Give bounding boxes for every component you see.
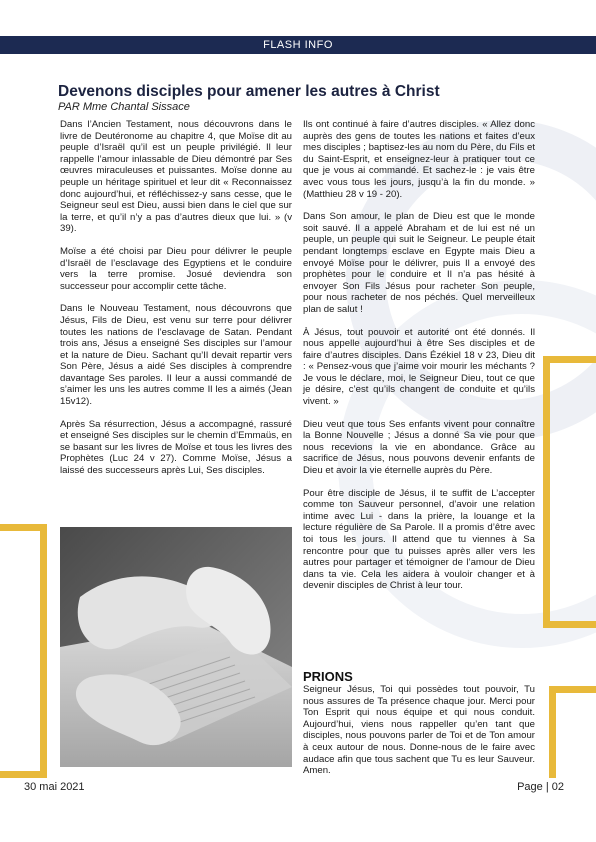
paragraph: Dans le Nouveau Testament, nous découvrons que Jésus, Fils de Dieu, est venu sur terre pour délivrer toutes les nations de l’esclavage de Satan. Pendant trois ans, Jésus a enseigné Ses disciples sur l’amour et la nature de Dieu. Sachant qu’Il devait repartir vers Son Père, Jésus a aidé Ses disciples à comprendre davantage Ses paroles. Il leur a aussi commandé de s’aimer les uns les autres comme Il les a aimés (Jean 15v12). bbox=[60, 303, 292, 408]
gold-frame-decoration bbox=[543, 356, 596, 628]
footer-page-number: Page | 02 bbox=[517, 781, 564, 793]
photo-illustration bbox=[60, 527, 292, 767]
article-column-left bbox=[60, 119, 292, 488]
article-author: PAR Mme Chantal Sissace bbox=[58, 101, 190, 113]
paragraph: Après Sa résurrection, Jésus a accompagné, rassuré et enseigné Ses disciples sur le chemin d’Emmaüs, en se basant sur les livres de Moïse et tous les livres des Prophètes (Luc 24 v 27). Comme Moïse, Jésus a laissé des successeurs après Lui, Ses disciples. bbox=[60, 418, 292, 477]
hands-on-bible-photo bbox=[60, 527, 292, 767]
prayer-text: Seigneur Jésus, Toi qui possèdes tout pouvoir, Tu nous assures de Ta présence chaque jour. Merci pour Ton Esprit qui nous équipe et qui nous conduit. Aujourd’hui, viens nous rappeller qu’en tant que disciples, nous pouvons parler de Toi et de Ton amour à ceux autour de nous. Donne-nous de le faire avec audace afin que tous sachent que Tu es leur Sauveur. Amen. bbox=[303, 684, 535, 777]
paragraph: Dieu veut que tous Ses enfants vivent pour connaître la Bonne Nouvelle ; Jésus a donné Sa vie pour que nous recevions la vie en abondance. Grâce au sacrifice de Jésus, nous pouvons devenir enfants de Dieu et avoir la vie éternelle auprès du Père. bbox=[303, 418, 535, 477]
article-column-right bbox=[303, 119, 535, 603]
gold-frame-decoration bbox=[549, 686, 596, 778]
paragraph: Dans l’Ancien Testament, nous découvrons dans le livre de Deutéronome au chapitre 4, que Moïse dit au peuple d’Israël qu’il est un peuple privilégié. Il leur rappelle l’amour inlassable de Dieu démontré par Ses œuvres miraculeuses et puissantes. Moïse donne au peuple un héritage spirituel et leur dit « Reconnaissez donc aujourd’hui, et réfléchissez-y sans cesse, que le Seigneur seul est Dieu, aussi bien dans le ciel que sur la terre, et qu’il n’y a pas d’autres dieux que lui. » (v 39). bbox=[60, 119, 292, 235]
footer-date: 30 mai 2021 bbox=[24, 781, 85, 793]
gold-frame-decoration bbox=[0, 524, 47, 778]
article-title: Devenons disciples pour amener les autres à Christ bbox=[58, 83, 440, 100]
paragraph: Pour être disciple de Jésus, il te suffit de L’accepter comme ton Sauveur personnel, d’avoir une relation intime avec Lui - dans la prière, la louange et la lecture régulière de Sa Parole. Il a promis d’être avec toi tous les jours. Il attend que tu viennes à Sa rencontre pour que tu puisses après aller vers les autres pour partager et témoigner de l’amour de Dieu dans ta vie. Cela les aidera à vouloir changer et à devenir disciples de Christ à leur tour. bbox=[303, 487, 535, 592]
flash-info-banner: FLASH INFO bbox=[0, 36, 596, 54]
paragraph: À Jésus, tout pouvoir et autorité ont été donnés. Il nous appelle aujourd’hui à être Ses disciples et de faire d’autres disciples. Dans Ézékiel 18 v 23, Dieu dit : « Pensez-vous que j’aime voir mourir les méchants ? Je vous le déclare, moi, le Seigneur Dieu, tout ce que je désire, c’est qu’ils changent de conduite et qu’ils vivent. » bbox=[303, 326, 535, 408]
prayer-heading: PRIONS bbox=[303, 669, 353, 684]
paragraph: Ils ont continué à faire d’autres disciples. « Allez donc auprès des gens de toutes les nations et faites d’eux mes disciples ; baptisez-les au nom du Père, du Fils et du Saint-Esprit, et enseignez-leur à pratiquer tout ce que je vous ai commandé. Et sachez-le : je vais être avec vous tous les jours, jusqu’à la fin du monde. » (Matthieu 28 v 19 - 20). bbox=[303, 119, 535, 200]
paragraph: Dans Son amour, le plan de Dieu est que le monde soit sauvé. Il a appelé Abraham et de lui est né un peuple, un peuple qui suit le Seigneur. Le peuple était pendant longtemps esclave en Egypte mais Dieu a envoyé Moïse pour le délivrer, puis Il a envoyé des prophètes pour le conduire et Il n’a pas hésité à envoyer Son Fils Jésus pour racheter Son peuple, pour nous racheter de nos péchés. Quel merveilleux plan de salut ! bbox=[303, 211, 535, 315]
paragraph: Moïse a été choisi par Dieu pour délivrer le peuple d’Israël de l’esclavage des Egyptiens et le conduire vers la terre promise. Josué deviendra son successeur pour accomplir cette tâche. bbox=[60, 245, 292, 292]
